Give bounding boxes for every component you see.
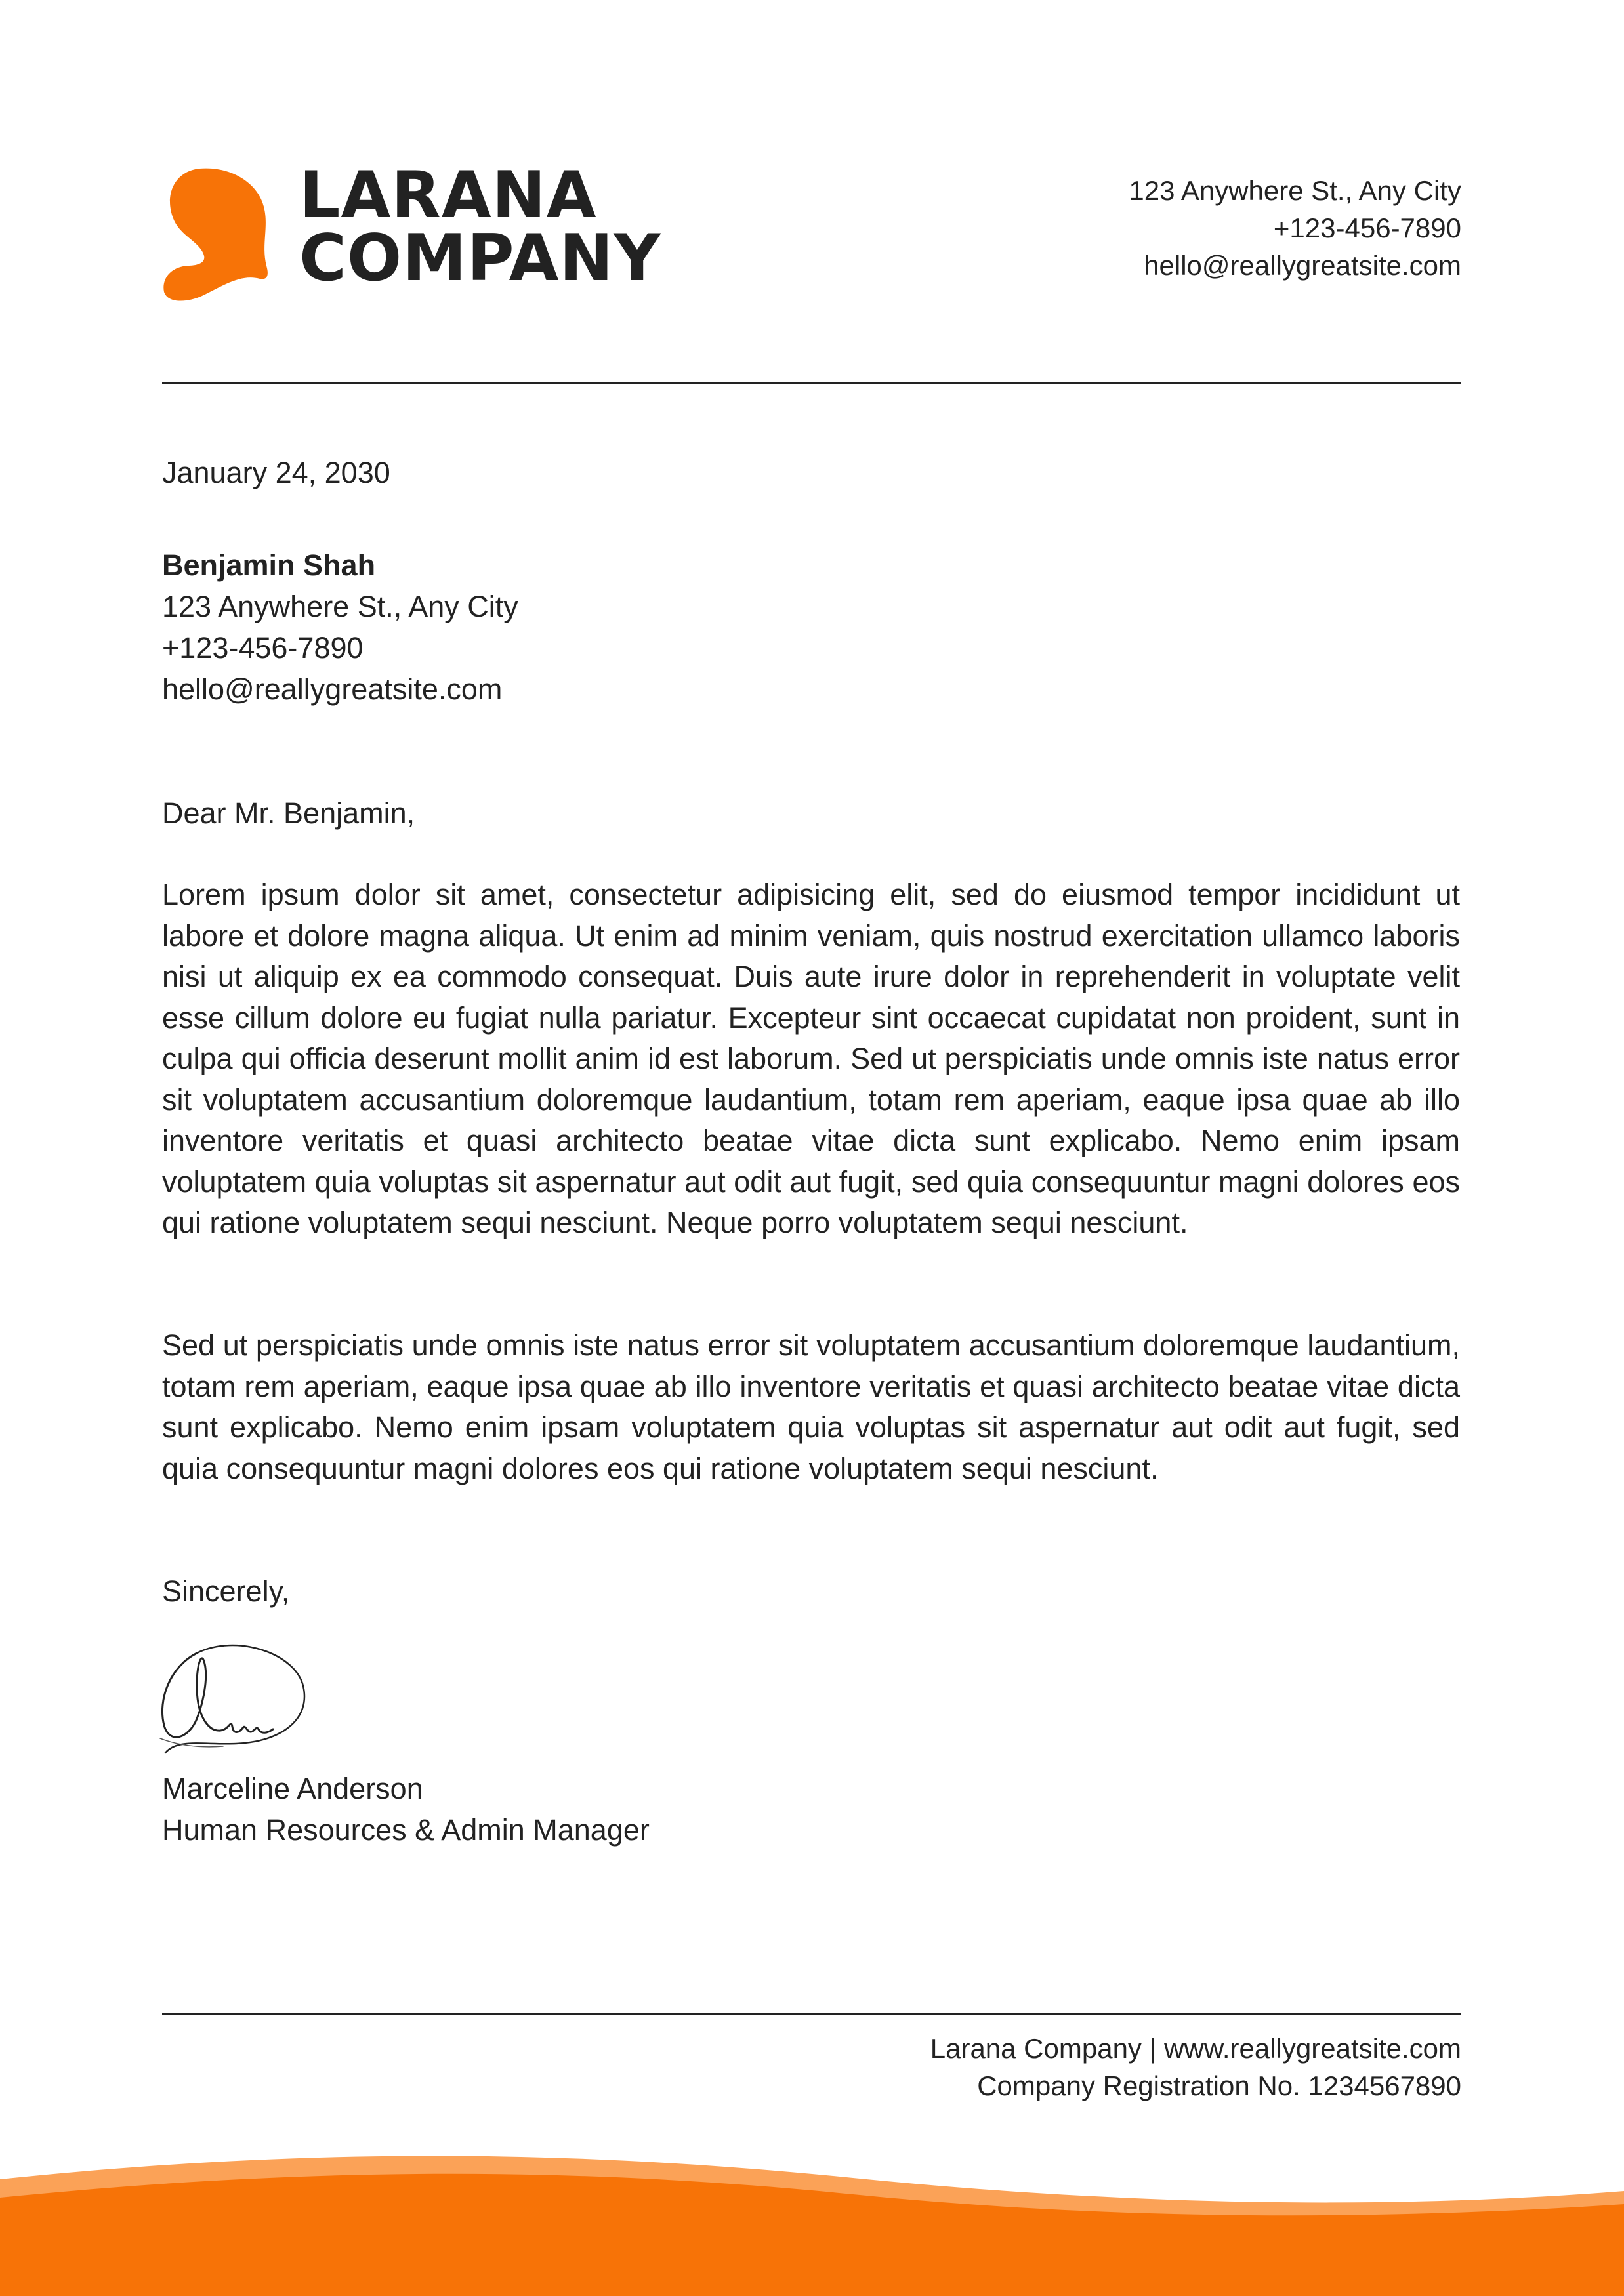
recipient-address: 123 Anywhere St., Any City <box>162 590 518 623</box>
footer-company-website: Larana Company | www.reallygreatsite.com <box>930 2033 1461 2064</box>
signer-title: Human Resources & Admin Manager <box>162 1813 650 1847</box>
body-paragraph-1: Lorem ipsum dolor sit amet, consectetur adipisicing elit, sed do eiusmod tempor incididunt ut labore et dolore magna aliqua. Ut enim ad minim veniam, quis nostrud exercitation ullamco laboris nisi ut aliquip ex ea commodo consequat. Duis aute irure dolor in reprehenderit in voluptate velit esse cillum dolore eu fugiat nulla pariatur. Excepteur sint occaecat cupidatat non proident, sunt in culpa qui officia deserunt mollit anim id est laborum. Sed ut perspiciatis unde omnis iste natus error sit voluptatem accusantium doloremque laudantium, totam rem aperiam, eaque ipsa quae ab illo inventore veritatis et quasi architecto beatae vitae dicta sunt explicabo. Nemo enim ipsam voluptatem quia voluptas sit aspernatur aut odit aut fugit, sed quia consequuntur magni dolores eos qui ratione voluptatem sequi nesciunt. Neque porro voluptatem sequi nesciunt. <box>162 878 1460 1239</box>
footer-wave-decoration <box>0 2139 1624 2296</box>
handwritten-signature-icon <box>157 1640 315 1755</box>
footer-divider <box>162 2013 1461 2015</box>
recipient-phone: +123-456-7890 <box>162 631 364 665</box>
salutation: Dear Mr. Benjamin, <box>162 796 415 830</box>
footer-registration: Company Registration No. 1234567890 <box>977 2070 1461 2101</box>
signer-name: Marceline Anderson <box>162 1772 423 1805</box>
company-name <box>299 158 661 296</box>
header-divider <box>162 382 1461 384</box>
closing: Sincerely, <box>162 1574 290 1608</box>
company-name-line2: COMPANY <box>299 221 661 296</box>
company-name-line1: LARANA <box>299 158 597 233</box>
header-email: hello@reallygreatsite.com <box>1144 250 1461 281</box>
body-paragraph-2: Sed ut perspiciatis unde omnis iste natus error sit voluptatem accusantium doloremque laudantium, totam rem aperiam, eaque ipsa quae ab illo inventore veritatis et quasi architecto beatae vitae dicta sunt explicabo. Nemo enim ipsam voluptatem quia voluptas sit aspernatur aut odit aut fugit, sed quia consequuntur magni dolores eos qui ratione voluptatem sequi nesciunt. <box>162 1328 1460 1485</box>
recipient-email: hello@reallygreatsite.com <box>162 672 503 706</box>
recipient-block <box>162 544 518 710</box>
recipient-name: Benjamin Shah <box>162 548 376 582</box>
header-contact-block <box>1129 172 1461 284</box>
orange-blob-logo-icon <box>161 167 268 302</box>
signer-block <box>162 1768 650 1851</box>
footer-block <box>930 2030 1461 2104</box>
letter-date: January 24, 2030 <box>162 456 390 489</box>
header-phone: +123-456-7890 <box>1273 213 1461 243</box>
header-address: 123 Anywhere St., Any City <box>1129 175 1461 206</box>
